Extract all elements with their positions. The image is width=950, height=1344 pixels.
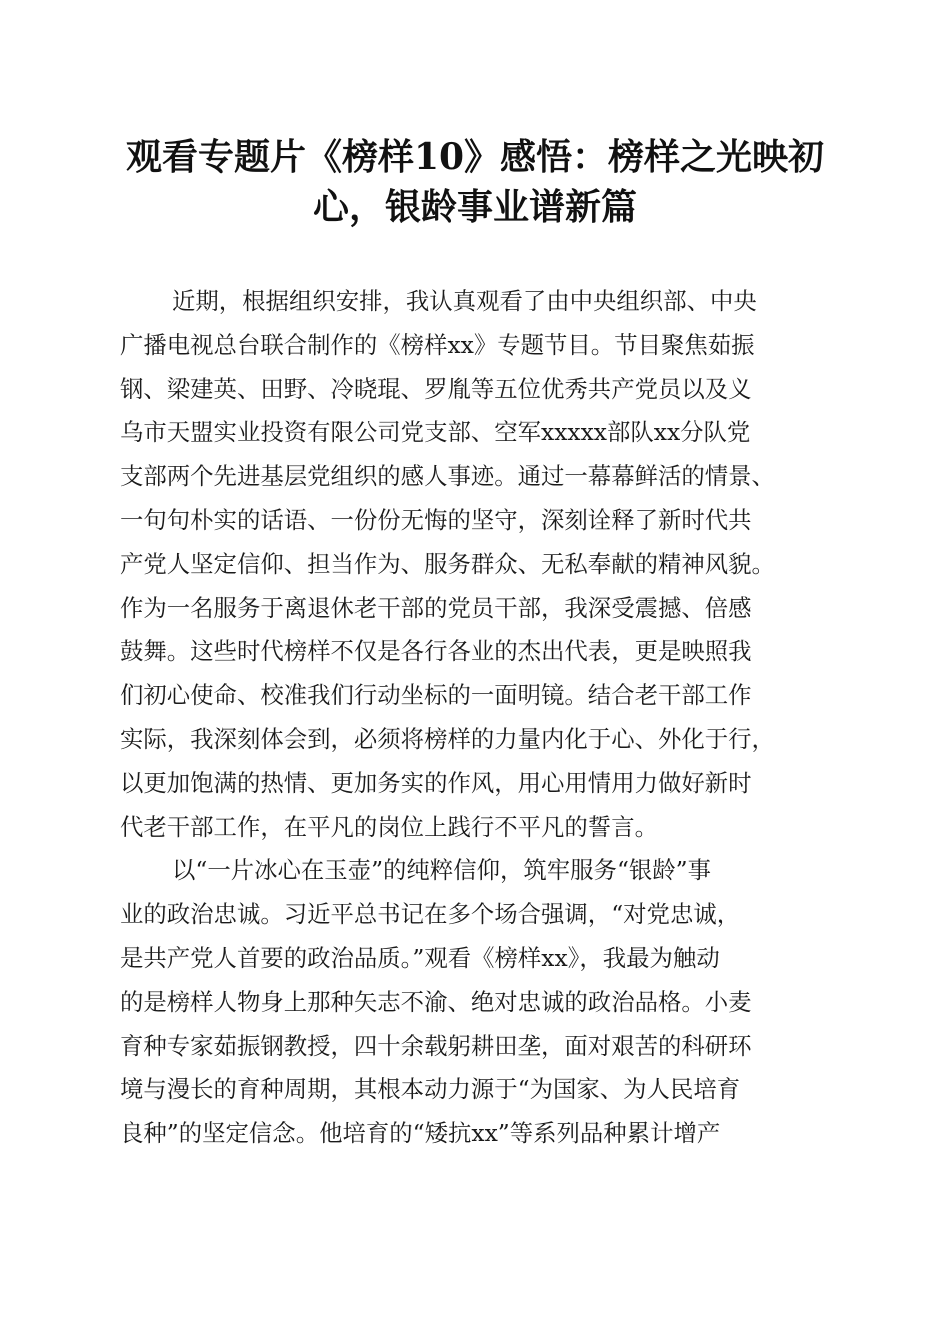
paragraph-line: 广播电视总台联合制作的《榜样xx》专题节目。节目聚焦茹振 — [120, 330, 755, 359]
paragraph-line: 良种”的坚定信念。他培育的“矮抗xx”等系列品种累计增产 — [120, 1119, 721, 1148]
paragraph-2 — [120, 849, 840, 1156]
paragraph-1 — [120, 280, 840, 849]
paragraph-line: 乌市天盟实业投资有限公司党支部、空军xxxxx部队xx分队党 — [120, 418, 751, 447]
paragraph-line: 代老干部工作，在平凡的岗位上践行不平凡的誓言。 — [120, 812, 658, 841]
paragraph-line: 一句句朴实的话语、一份份无悔的坚守，深刻诠释了新时代共 — [120, 505, 752, 534]
title-line-1: 观看专题片《榜样10》感悟：榜样之光映初 — [125, 136, 825, 178]
paragraph-line: 是共产党人首要的政治品质。”观看《榜样xx》，我最为触动 — [120, 943, 720, 972]
paragraph-line: 以更加饱满的热情、更加务实的作风，用心用情用力做好新时 — [120, 768, 752, 797]
paragraph-line: 实际，我深刻体会到，必须将榜样的力量内化于心、外化于行， — [120, 724, 775, 753]
paragraph-line: 育种专家茹振钢教授，四十余载躬耕田垄，面对艰苦的科研环 — [120, 1031, 752, 1060]
paragraph-line: 产党人坚定信仰、担当作为、服务群众、无私奉献的精神风貌。 — [120, 549, 775, 578]
paragraph-line: 境与漫长的育种周期，其根本动力源于“为国家、为人民培育 — [120, 1075, 741, 1104]
paragraph-line: 业的政治忠诚。习近平总书记在多个场合强调，“对党忠诚， — [120, 900, 741, 929]
paragraph-line: 作为一名服务于离退休老干部的党员干部，我深受震撼、倍感 — [120, 593, 752, 622]
paragraph-line: 的是榜样人物身上那种矢志不渝、绝对忠诚的政治品格。小麦 — [120, 987, 752, 1016]
paragraph-line: 支部两个先进基层党组织的感人事迹。通过一幕幕鲜活的情景、 — [120, 462, 775, 491]
document-title — [100, 132, 850, 232]
paragraph-line: 近期，根据组织安排，我认真观看了由中央组织部、中央 — [172, 287, 757, 315]
paragraph-line: 鼓舞。这些时代榜样不仅是各行各业的杰出代表，更是映照我 — [120, 637, 752, 666]
paragraph-line: 钢、梁建英、田野、冷晓琨、罗胤等五位优秀共产党员以及义 — [120, 374, 752, 403]
title-line-2: 心，银龄事业谱新篇 — [312, 186, 637, 228]
document-body — [120, 280, 840, 1156]
paragraph-line: 们初心使命、校准我们行动坐标的一面明镜。结合老干部工作 — [120, 681, 752, 710]
paragraph-line: 以“一片冰心在玉壶”的纯粹信仰，筑牢服务“银龄”事 — [172, 856, 712, 885]
